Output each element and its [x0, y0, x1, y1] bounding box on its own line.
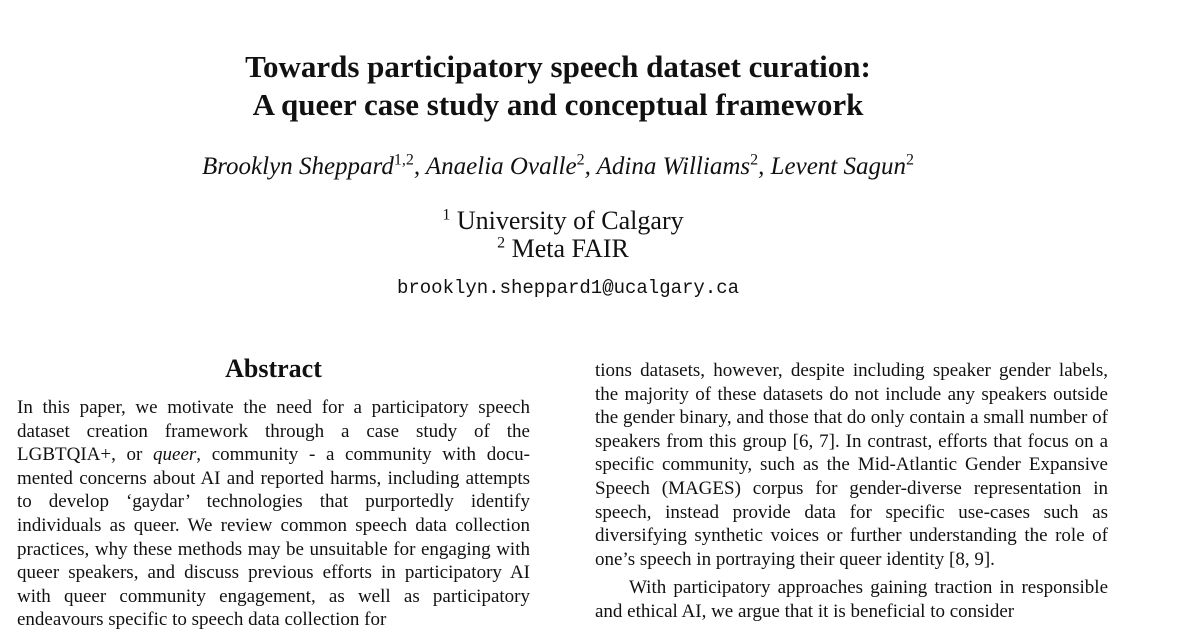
author-name: Levent Sagun — [770, 153, 906, 180]
affiliation-item — [0, 235, 1126, 263]
abstract-text-part-1: In this paper, we motivate the need for a participatory speech dataset creation framework through a case study of the LGBTQIA+, or — [17, 397, 530, 466]
author-affiliation-mark: 2 — [906, 151, 914, 169]
title-line-1: Towards participatory speech dataset curation: — [245, 49, 871, 84]
affiliation-name: University of Calgary — [450, 206, 684, 235]
author-separator: , — [758, 153, 771, 180]
abstract-paragraph — [17, 396, 530, 632]
abstract-heading: Abstract — [225, 354, 322, 383]
paper-title — [0, 48, 1116, 124]
left-column — [17, 352, 530, 632]
author-separator: , — [413, 153, 426, 180]
affiliation-number: 2 — [497, 234, 506, 252]
author-name: Anaelia Ovalle — [425, 153, 577, 180]
abstract-text-part-2: , community - a community with documented concerns about AI and reported harms, including attempts to develop ‘gaydar’ technologies that purportedly identify individuals as queer. We review common speech data collection practices, why these methods may be unsuitable for engaging with queer speakers, and discuss previous efforts in participatory AI with queer community engagement, as well as participatory endeavours specific to speech data collection for — [17, 444, 530, 631]
body-paragraph-2: With participatory approaches gaining traction in responsible and ethical AI, we argue that it is beneficial to consider — [595, 577, 1108, 622]
affiliation-list — [0, 207, 1126, 263]
body-paragraph-1: tions datasets, however, despite including speaker gender labels, the majority of these datasets do not include any speakers outside the gender binary, and those that do only contain a small number of speakers from this group [6, 7]. In contrast, efforts that focus on a specific community, such as the Mid-Atlantic Gender Expansive Speech (MAGES) corpus for gender-diverse representation in speech, instead provide data for specific use-cases such as diversifying synthetic voices or further understanding the role of one’s speech in portraying their queer identity [8, 9]. — [595, 360, 1108, 570]
affiliation-item — [0, 207, 1126, 235]
author-list — [0, 150, 1116, 184]
contact-email[interactable]: brooklyn.sheppard1@ucalgary.ca — [396, 277, 740, 299]
author-name: Brooklyn Sheppard — [201, 153, 394, 180]
author-name: Adina Williams — [596, 153, 751, 180]
affiliation-number: 1 — [442, 206, 451, 224]
right-column — [595, 359, 1108, 624]
author-affiliation-mark: 2 — [576, 151, 585, 169]
author-affiliation-mark: 1,2 — [393, 151, 414, 169]
author-affiliation-mark: 2 — [750, 151, 759, 169]
affiliation-name: Meta FAIR — [505, 234, 629, 263]
abstract-emphasis: queer — [153, 444, 197, 466]
author-separator: , — [584, 153, 597, 180]
title-line-2: A queer case study and conceptual framework — [252, 87, 864, 122]
